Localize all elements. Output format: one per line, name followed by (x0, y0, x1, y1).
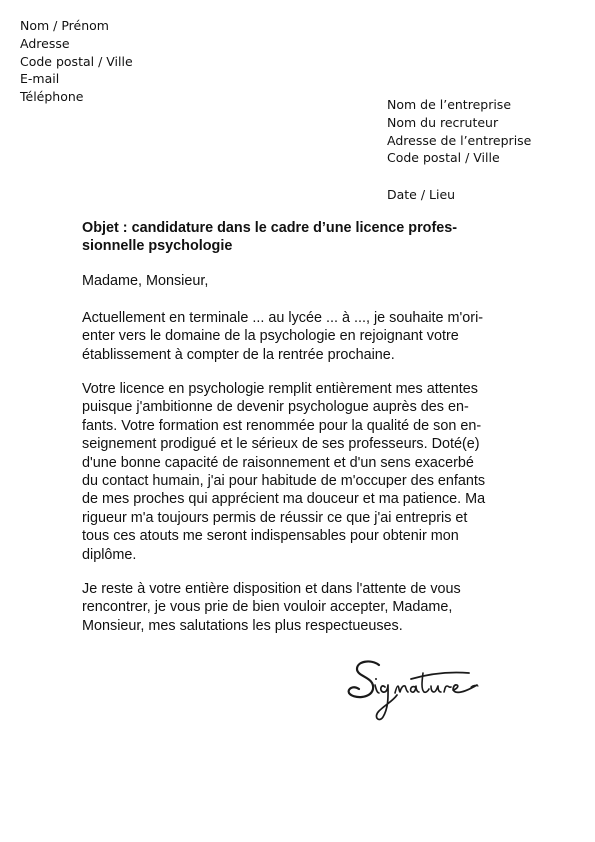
signature-image (345, 655, 495, 735)
sender-block (20, 17, 133, 106)
paragraph-line: rencontrer, je vous prie de bien vouloir accepter, Madame, (82, 599, 453, 616)
paragraph-motivation (82, 380, 512, 564)
date-place: Date / Lieu (387, 187, 456, 202)
letter-subject (82, 219, 512, 256)
sender-postal-city: Code postal / Ville (20, 53, 133, 69)
subject-line: sionnelle psychologie (82, 238, 233, 255)
paragraph-line: diplôme. (82, 546, 137, 563)
paragraph-line: établissement à compter de la rentrée prochaine. (82, 346, 395, 363)
recipient-recruiter: Nom du recruteur (387, 114, 499, 130)
paragraph-line: Votre licence en psychologie remplit entièrement mes attentes (82, 381, 478, 397)
paragraph-line: enter vers le domaine de la psychologie en rejoignant votre (82, 328, 459, 345)
recipient-block (387, 96, 531, 167)
paragraph-line: rigueur m'a toujours permis de réussir ce que j'ai entrepris et (82, 509, 468, 526)
paragraph-line: Actuellement en terminale ... au lycée ... à ..., je souhaite m'ori- (82, 310, 484, 326)
letter-salutation: Madame, Monsieur, (82, 273, 209, 289)
sender-email: E-mail (20, 71, 60, 87)
paragraph-line: tous ces atouts me seront indispensables pour obtenir mon (82, 528, 459, 545)
paragraph-line: d'une bonne capacité de raisonnement et d'un sens exacerbé (82, 454, 474, 471)
paragraph-line: du contact humain, j'ai pour habitude de m'occuper des enfants (82, 473, 486, 490)
paragraph-line: Je reste à votre entière disposition et dans l'attente de vous (82, 581, 461, 597)
recipient-address: Adresse de l’entreprise (387, 132, 532, 148)
paragraph-line: seignement prodigué et le sérieux de ses professeurs. Doté(e) (82, 436, 480, 453)
sender-address: Adresse (20, 35, 70, 51)
paragraph-line: de mes proches qui apprécient ma douceur et ma patience. Ma (82, 491, 486, 508)
paragraph-line: fants. Votre formation est renommée pour la qualité de son en- (82, 417, 482, 434)
subject-line: Objet : candidature dans le cadre d’une licence profes- (82, 220, 458, 236)
paragraph-intro (82, 309, 512, 364)
recipient-postal-city: Code postal / Ville (387, 150, 500, 166)
sender-phone: Téléphone (20, 89, 84, 105)
paragraph-line: puisque j'ambitionne de devenir psychologue auprès des en- (82, 399, 469, 416)
paragraph-closing (82, 580, 512, 635)
sender-name: Nom / Prénom (20, 18, 109, 33)
paragraph-line: Monsieur, mes salutations les plus respectueuses. (82, 617, 403, 634)
recipient-company: Nom de l’entreprise (387, 97, 512, 112)
